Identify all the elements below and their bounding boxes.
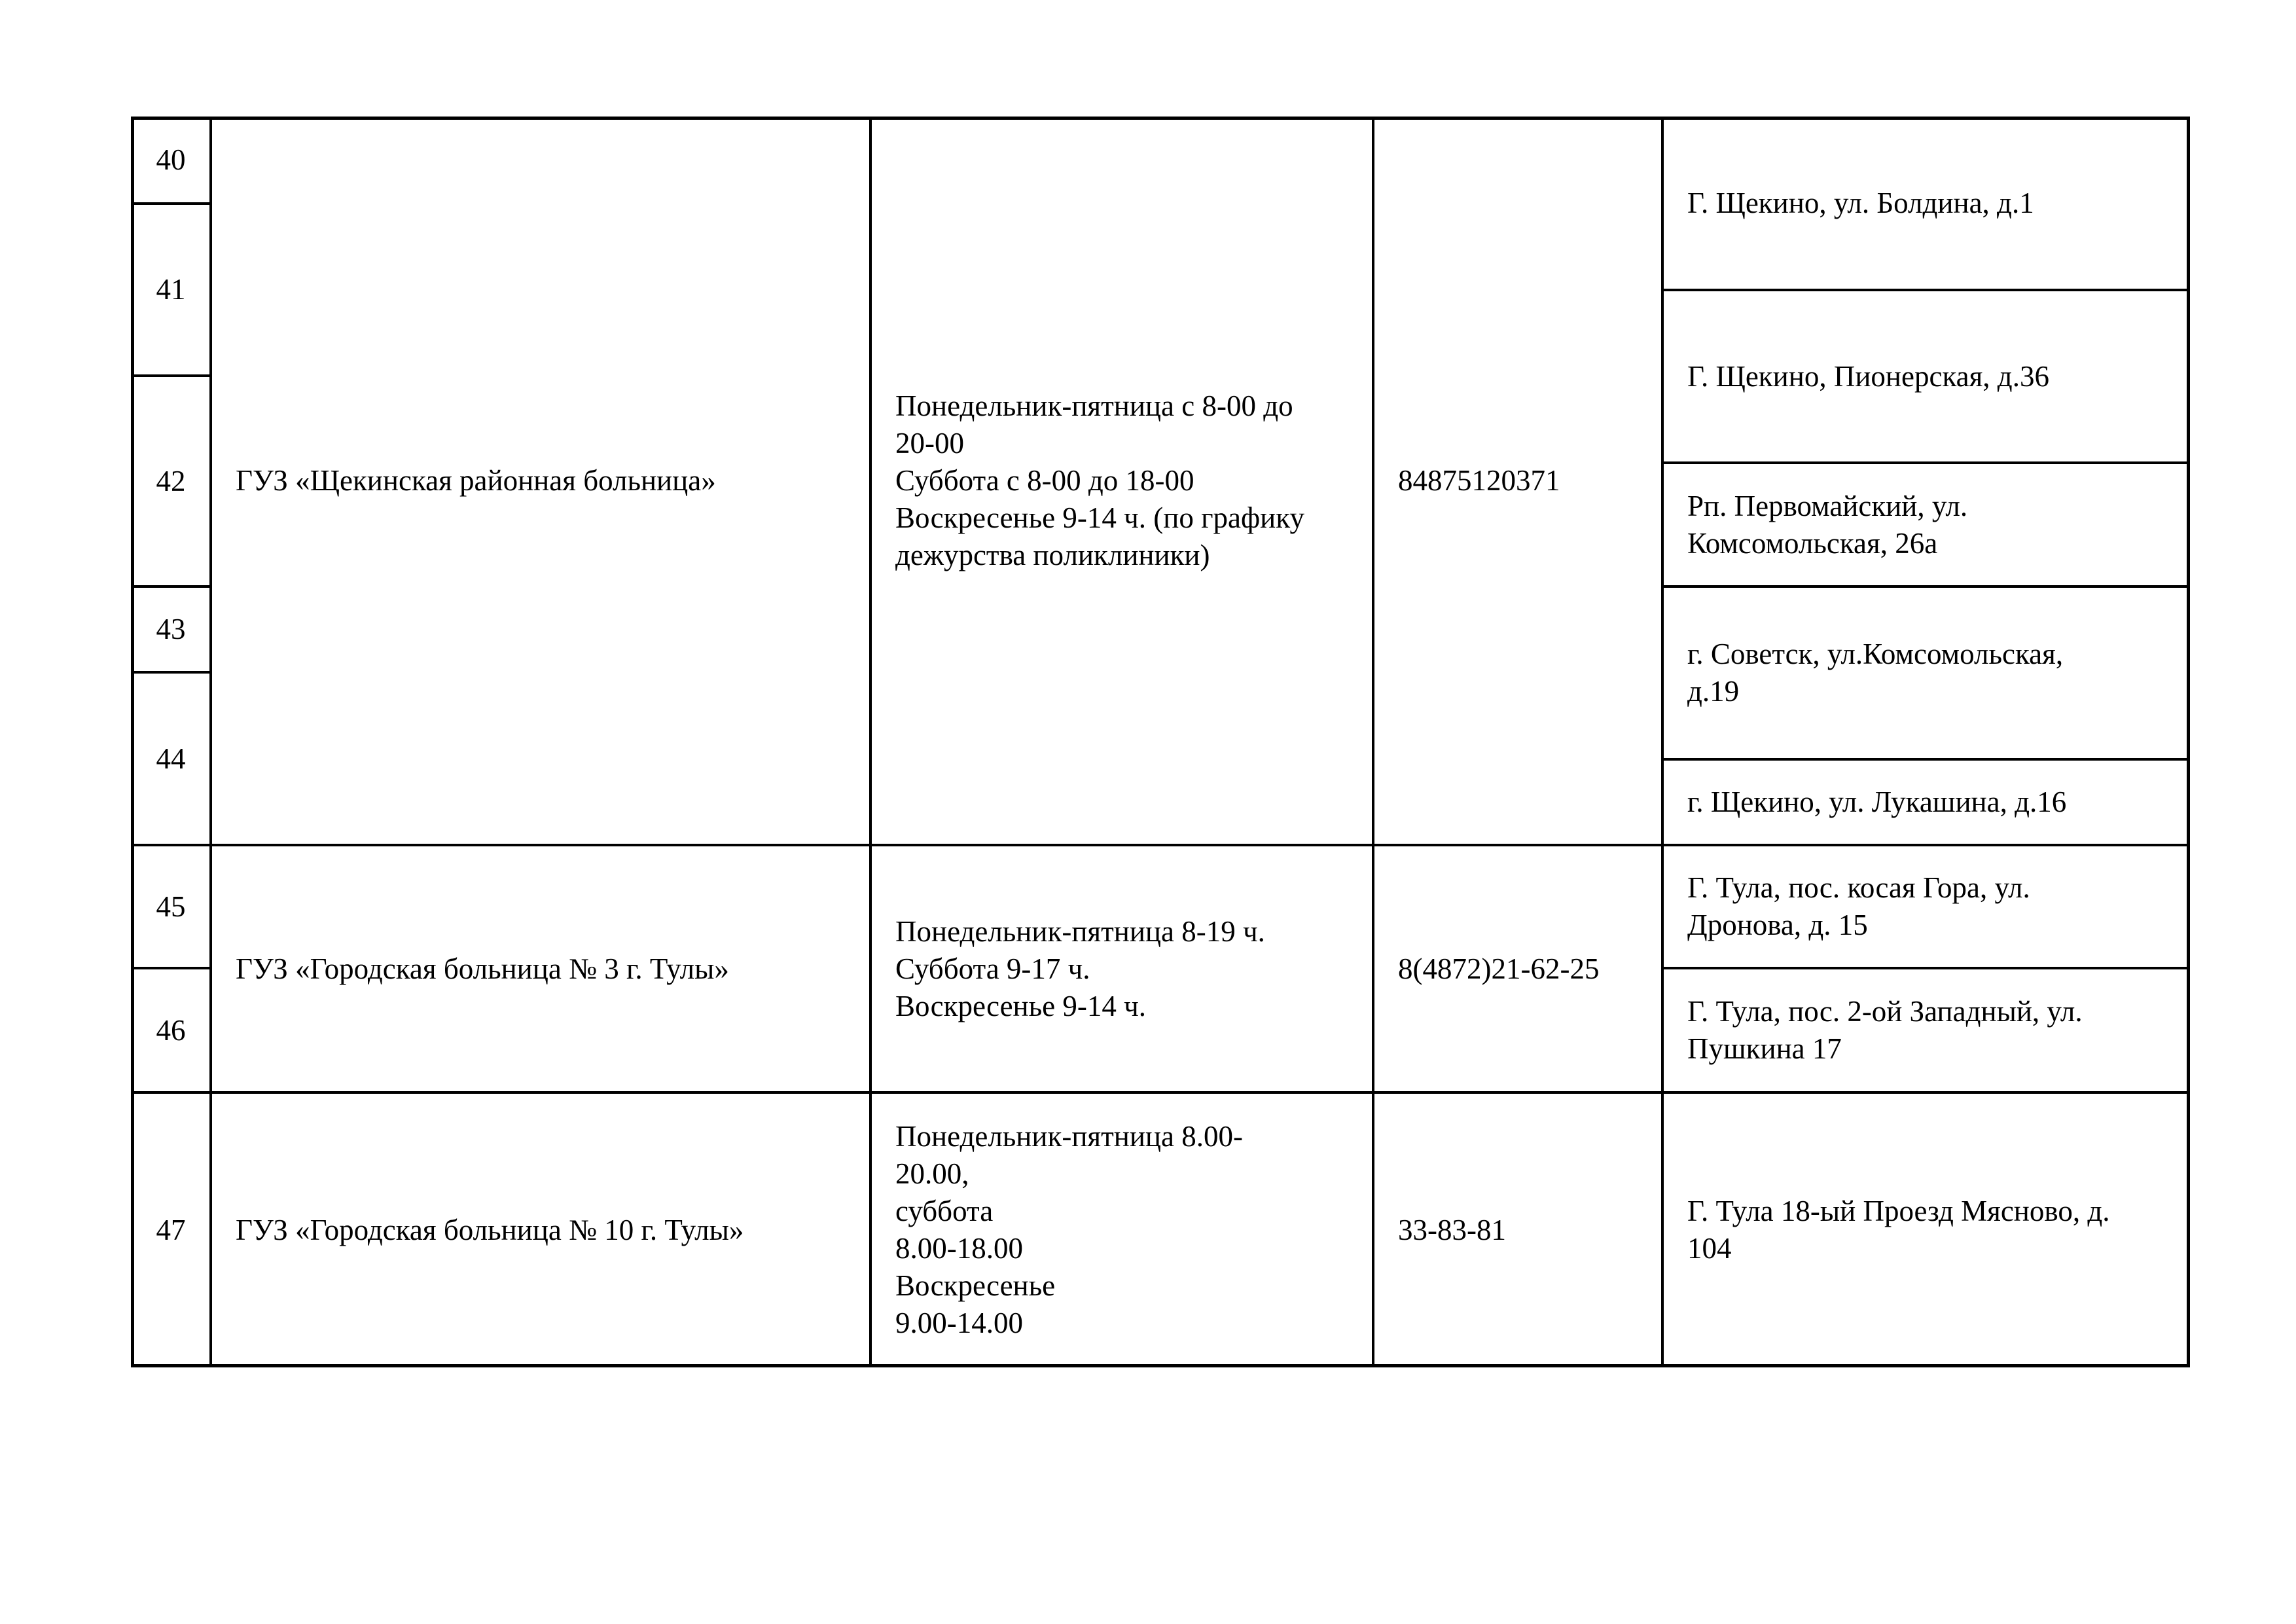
schedule-line: суббота — [895, 1195, 994, 1227]
address-text — [1687, 488, 1967, 562]
institution-name — [212, 118, 869, 844]
address-text — [1687, 993, 2083, 1068]
address-line: г. Советск, ул.Комсомольская, — [1687, 638, 2064, 670]
working-hours-text — [895, 1118, 1243, 1342]
address — [1664, 464, 2190, 585]
address-line: Комсомольская, 26а — [1687, 526, 1938, 560]
institution-name-text: ГУЗ «Городская больница № 3 г. Тулы» — [236, 952, 729, 985]
address-text — [1687, 869, 2030, 944]
schedule-line: 20-00 — [895, 427, 964, 460]
schedule-line: Суббота с 8-00 до 18-00 — [895, 464, 1194, 497]
schedule-line: Воскресенье 9-14 ч. (по графику — [895, 501, 1304, 534]
phone-number-text: 84875120371 — [1398, 464, 1560, 497]
row-number: 46 — [156, 1013, 186, 1047]
phone-number — [1374, 846, 1661, 1091]
address-line: Г. Тула, пос. 2-ой Западный, ул. — [1687, 995, 2083, 1028]
schedule-line: Понедельник-пятница с 8-00 до — [895, 389, 1293, 422]
address-line: Г. Щекино, ул. Болдина, д.1 — [1687, 187, 2034, 219]
working-hours-text — [895, 913, 1265, 1025]
row-number: 41 — [156, 273, 186, 306]
address — [1664, 118, 2190, 289]
address — [1664, 761, 2190, 844]
working-hours — [872, 1094, 1372, 1366]
address-text — [1687, 636, 2063, 710]
address-line: Дронова, д. 15 — [1687, 909, 1868, 941]
address-line: Рп. Первомайский, ул. — [1687, 489, 1968, 522]
address — [1664, 846, 2190, 967]
address-line: Г. Щекино, Пионерская, д.36 — [1687, 359, 2049, 393]
address-line: Г. Тула 18-ый Проезд Мясново, д. — [1687, 1195, 2110, 1227]
institution-name — [212, 1094, 869, 1366]
address — [1664, 1094, 2190, 1366]
row-number: 44 — [156, 742, 186, 775]
working-hours — [872, 846, 1372, 1091]
row-number: 45 — [156, 890, 186, 923]
working-hours — [872, 118, 1372, 844]
phone-number-text: 33-83-81 — [1398, 1213, 1506, 1246]
institution-name-text: ГУЗ «Щекинская районная больница» — [236, 464, 716, 497]
phone-number — [1374, 118, 1661, 844]
row-number: 40 — [156, 143, 186, 176]
address — [1664, 969, 2190, 1091]
phone-number — [1374, 1094, 1661, 1366]
row-number: 42 — [156, 464, 186, 497]
address-line: Г. Тула, пос. косая Гора, ул. — [1687, 871, 2030, 904]
address-text — [1687, 1193, 2109, 1267]
address-line: Пушкина 17 — [1687, 1032, 1842, 1065]
row-number: 43 — [156, 613, 186, 645]
schedule-line: Воскресенье — [895, 1269, 1056, 1302]
address-line: 104 — [1687, 1232, 1732, 1265]
schedule-line: дежурства поликлиники) — [895, 539, 1210, 571]
schedule-line: Понедельник-пятница 8-19 ч. — [895, 914, 1265, 948]
address-line: д.19 — [1687, 675, 1740, 708]
schedule-line: 20.00, — [895, 1157, 969, 1190]
schedule-line: 8.00-18.00 — [895, 1232, 1023, 1265]
schedule-line: 9.00-14.00 — [895, 1307, 1023, 1339]
institution-name — [212, 846, 869, 1091]
address-line: г. Щекино, ул. Лукашина, д.16 — [1687, 785, 2067, 818]
row-number: 47 — [156, 1213, 186, 1246]
schedule-line: Понедельник-пятница 8.00- — [895, 1120, 1243, 1153]
address — [1664, 291, 2190, 461]
working-hours-text — [895, 388, 1304, 574]
address — [1664, 588, 2190, 758]
schedule-line: Воскресенье 9-14 ч. — [895, 989, 1147, 1022]
schedule-line: Суббота 9-17 ч. — [895, 952, 1090, 985]
institution-name-text: ГУЗ «Городская больница № 10 г. Тулы» — [236, 1213, 744, 1246]
phone-number-text: 8(4872)21-62-25 — [1398, 952, 1600, 985]
